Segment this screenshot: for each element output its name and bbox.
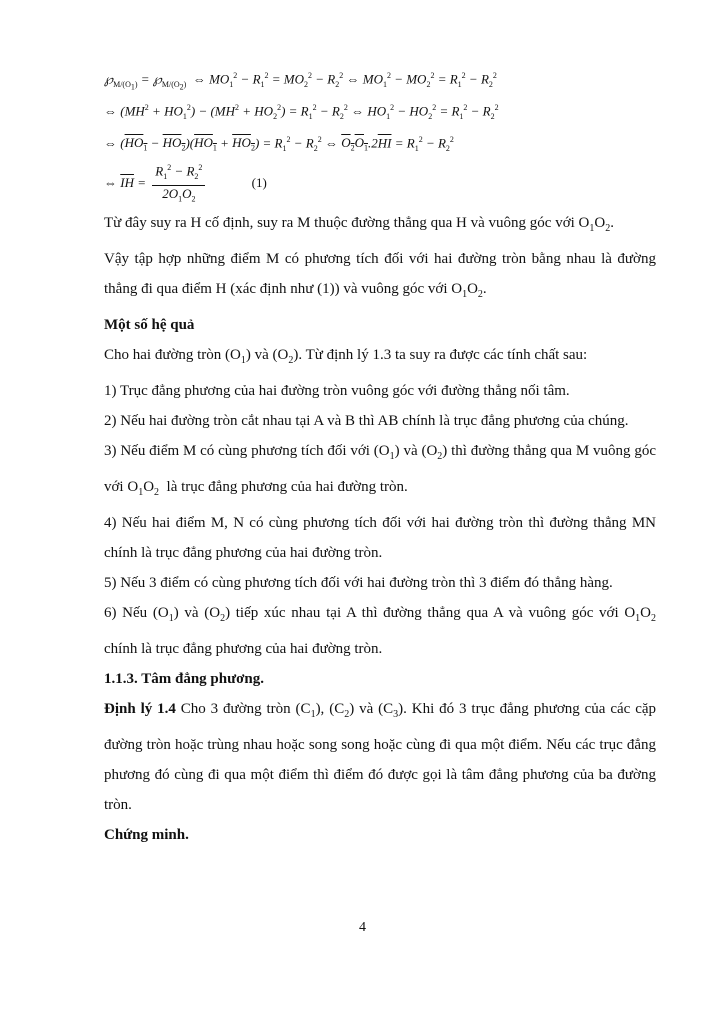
paragraph: Vậy tập hợp những điểm M có phương tích đối với hai đường tròn bằng nhau là đường thẳng đi qua điểm H (xác định như (1)) và vuông góc với $O_1O_2$. [104,251,656,300]
page-number: 4 [359,920,366,935]
list-item: 5) Nếu 3 điểm có cùng phương tích đối với hai đường tròn thì 3 điểm đó thẳng hàng. [104,575,613,591]
equation-2: ⇔ $(MH^2 + HO_1^2) - (MH^2 + HO_2^2) = R_1^2 - R_2^2$ ⇔ $HO_1^2 - HO_2^2 = R_1^2 - R_2^2$ [104,103,499,121]
paragraph: Từ đây suy ra H cố định, suy ra M thuộc đường thẳng qua H và vuông góc với $O_1O_2$. [104,215,614,234]
body-text [104,208,656,850]
list-item: 3) Nếu điểm M có cùng phương tích đối với $(O_1)$ và $(O_2)$ thì đường thẳng qua M vuông góc với $O_1O_2$ là trục đẳng phương của hai đường tròn. [104,443,657,498]
list-item: 1) Trục đẳng phương của hai đường tròn vuông góc với đường thẳng nối tâm. [104,383,570,399]
proof-heading: Chứng minh. [104,827,189,843]
section-heading: Một số hệ quả [104,317,195,333]
section-heading: 1.1.3. Tâm đẳng phương. [104,671,264,687]
list-item: 6) Nếu $(O_1)$ và $(O_2)$ tiếp xúc nhau tại A thì đường thẳng qua A và vuông góc với $O_1O_2$ chính là trục đẳng phương của hai đường tròn. [104,605,656,657]
equation-1: $℘_{M/(O_1)}$ = $℘_{M/(O_2)}$ ⇔ $MO_1^2 - R_1^2 = MO_2^2 - R_2^2$ ⇔ $MO_1^2 - MO_2^2 = R_1^2 - R_2^2$ [104,71,497,92]
equation-4: ⇔ $\overline{IH}$ = $\frac{R_1^2 - R_2^2}{2O_1O_2}$ (1) [104,160,267,208]
list-item: 4) Nếu hai điểm M, N có cùng phương tích đối với hai đường tròn thì đường thẳng MN chính là trục đẳng phương của hai đường tròn. [104,515,656,561]
list-item: 2) Nếu hai đường tròn cắt nhau tại A và B thì AB chính là trục đẳng phương của chúng. [104,413,629,429]
theorem: Định lý 1.4 Cho 3 đường tròn $(C_1)$, $(C_2)$ và $(C_3)$. Khi đó 3 trục đẳng phương của các cặp đường tròn hoặc trùng nhau hoặc song song hoặc cùng đi qua một điểm. Nếu các trục đẳng phương đó cùng đi qua một điểm thì điểm đó được gọi là tâm đẳng phương của ba đường tròn. [104,701,657,813]
equation-3: ⇔ $(HO_1 - HO_2)(HO_1 + HO_2) = R_1^2 - R_2^2$ ⇔ $O_2O_1.2\overline{HI} = R_1^2 - R_2^2$ [104,135,454,153]
paragraph: Cho hai đường tròn $(O_1)$ và $(O_2)$. Từ định lý 1.3 ta suy ra được các tính chất sau: [104,347,588,366]
